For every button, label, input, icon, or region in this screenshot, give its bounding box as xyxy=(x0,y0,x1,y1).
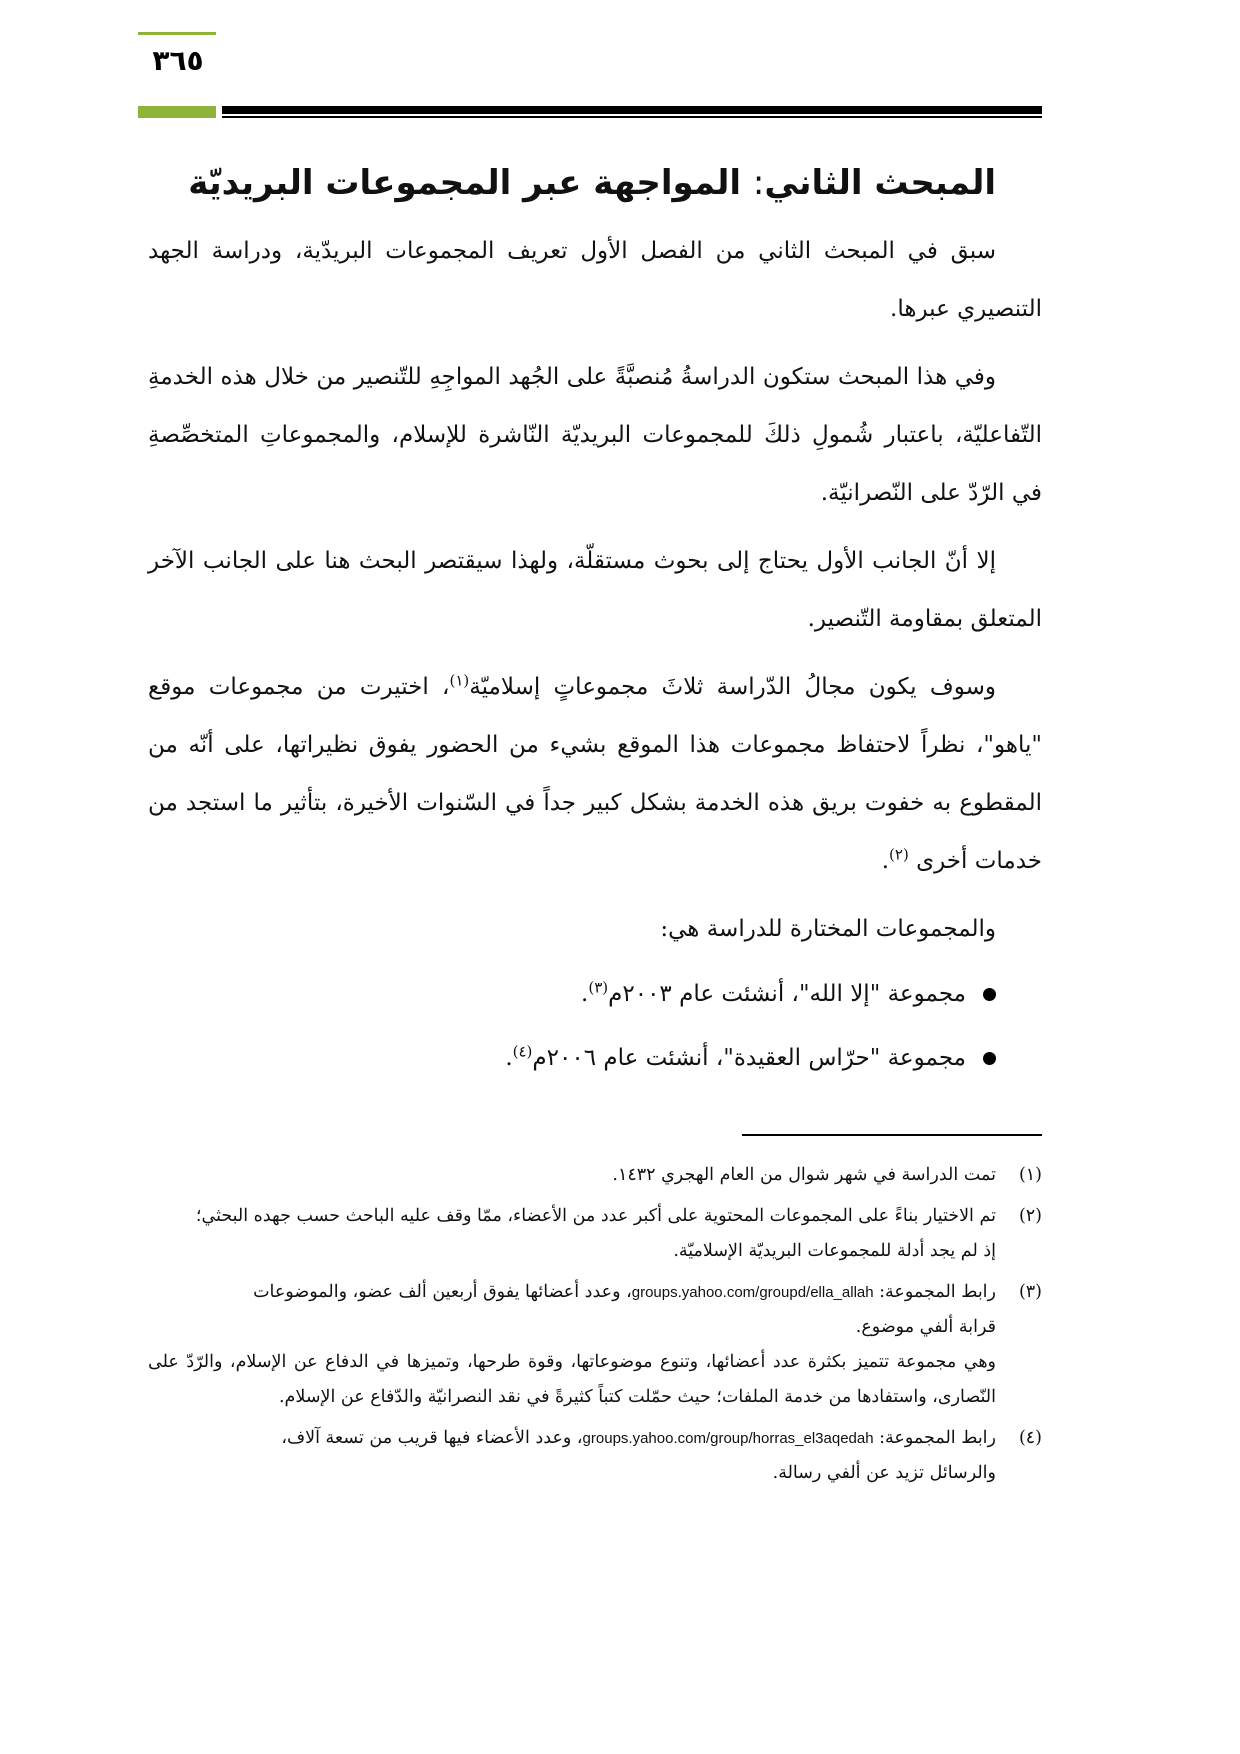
footnote-4-rest: ، وعدد الأعضاء فيها قريب من تسعة آلاف، xyxy=(281,1427,583,1448)
footnote-2-number: (٢) xyxy=(1018,1205,1042,1226)
paragraph-4-text-a: وسوف يكون مجالُ الدّراسة ثلاثَ مجموعاتٍ إسلاميّة xyxy=(469,673,996,700)
footnote-ref-3[interactable]: (٣) xyxy=(588,977,609,996)
page-content xyxy=(148,150,1042,1497)
footnote-3 xyxy=(148,1275,1042,1415)
header-rule xyxy=(222,106,1042,114)
section-title-prefix: المبحث الثاني xyxy=(764,163,996,203)
group-2-end: . xyxy=(505,1044,513,1071)
footnote-ref-1[interactable]: (١) xyxy=(449,670,470,689)
footnote-separator xyxy=(742,1134,1042,1136)
paragraph-4-text-b: ، اختيرت من مجموعات موقع "ياهو"، نظراً لاحتفاظ مجموعات هذا الموقع بشيء من الحضور يفوق نظيراتها، على أنّه من المقطوع به خفوت بريق هذه الخدمة بشكل كبير جداً في السّنوات الأخيرة، بتأثير ما استجد من خدمات أخرى xyxy=(148,673,1042,874)
section-title xyxy=(148,160,996,208)
footnote-2-text: تم الاختيار بناءً على المجموعات المحتوية على أكبر عدد من الأعضاء، ممّا وقف عليه الباحث حسب جهده البحثي؛ xyxy=(195,1205,996,1226)
footnote-4-continuation: والرسائل تزيد عن ألفي رسالة. xyxy=(772,1462,996,1483)
bullet-icon xyxy=(983,988,996,1001)
list-item xyxy=(148,1026,996,1090)
list-item xyxy=(148,962,996,1026)
footnote-1 xyxy=(148,1158,1042,1193)
footnote-2-continuation: إذ لم يجد أدلة للمجموعات البريديّة الإسلاميّة. xyxy=(673,1240,996,1261)
page-number: ٣٦٥ xyxy=(152,44,204,77)
footnote-1-text: تمت الدراسة في شهر شوال من العام الهجري ١٤٣٢. xyxy=(612,1164,996,1185)
section-title-main: المواجهة عبر المجموعات البريديّة xyxy=(188,163,742,203)
bullet-icon xyxy=(983,1052,996,1065)
paragraph-3: إلا أنّ الجانب الأول يحتاج إلى بحوث مستقلّة، ولهذا سيقتصر البحث هنا على الجانب الآخر المتعلق بمقاومة التّنصير. xyxy=(148,547,1042,632)
footnote-4-link[interactable]: groups.yahoo.com/group/horras_el3aqedah xyxy=(582,1429,874,1447)
footnote-3-prefix: رابط المجموعة: xyxy=(873,1281,996,1302)
footnote-3-continuation: قرابة ألفي موضوع. xyxy=(855,1316,996,1337)
footnote-3-extra: وهي مجموعة تتميز بكثرة عدد أعضائها، وتنوع موضوعاتها، وقوة طرحها، وتميزها في الدفاع عن الإسلام، والرّدّ على النّصارى، واستفادها من خدمة الملفات؛ حيث حمّلت كتباً كثيرةً في نقد النصرانيّة والدّفاع عن الإسلام. xyxy=(148,1351,996,1407)
footnote-3-link[interactable]: groups.yahoo.com/groupd/ella_allah xyxy=(631,1283,874,1301)
group-1-end: . xyxy=(581,980,589,1007)
paragraph-1: سبق في المبحث الثاني من الفصل الأول تعريف المجموعات البريدّية، ودراسة الجهد التنصيري عبرها. xyxy=(148,237,1042,322)
footnote-3-number: (٣) xyxy=(1018,1281,1042,1302)
group-1-text: مجموعة "إلا الله"، أنشئت عام ٢٠٠٣م xyxy=(608,980,966,1007)
footnote-ref-4[interactable]: (٤) xyxy=(512,1041,533,1060)
paragraph-4 xyxy=(148,658,1042,890)
footnote-4-prefix: رابط المجموعة: xyxy=(873,1427,996,1448)
footnote-ref-2[interactable]: (٢) xyxy=(889,844,909,863)
footnote-2 xyxy=(148,1199,1042,1269)
footnote-1-number: (١) xyxy=(1018,1164,1042,1185)
paragraph-4-end: . xyxy=(881,847,890,874)
header-rule-thin xyxy=(222,116,1042,118)
footnote-3-rest: ، وعدد أعضائها يفوق أربعين ألف عضو، والموضوعات xyxy=(253,1281,632,1302)
section-title-separator: : xyxy=(752,163,765,203)
list-intro: والمجموعات المختارة للدراسة هي: xyxy=(660,915,996,942)
group-2-text: مجموعة "حرّاس العقيدة"، أنشئت عام ٢٠٠٦م xyxy=(532,1044,966,1071)
header-accent-line xyxy=(138,32,216,35)
footnote-4-number: (٤) xyxy=(1018,1427,1042,1448)
groups-list xyxy=(148,962,996,1090)
paragraph-2: وفي هذا المبحث ستكون الدراسةُ مُنصبَّةً على الجُهد المواجِهِ للتّنصير من خلال هذه الخدمةِ التّفاعليّة، باعتبار شُمولِ ذلكَ للمجموعات البريديّة النّاشرة للإسلام، والمجموعاتِ المتخصِّصةِ في الرّدّ على النّصرانيّة. xyxy=(148,363,1042,506)
header-accent-bar xyxy=(138,106,216,118)
footnote-4 xyxy=(148,1421,1042,1491)
